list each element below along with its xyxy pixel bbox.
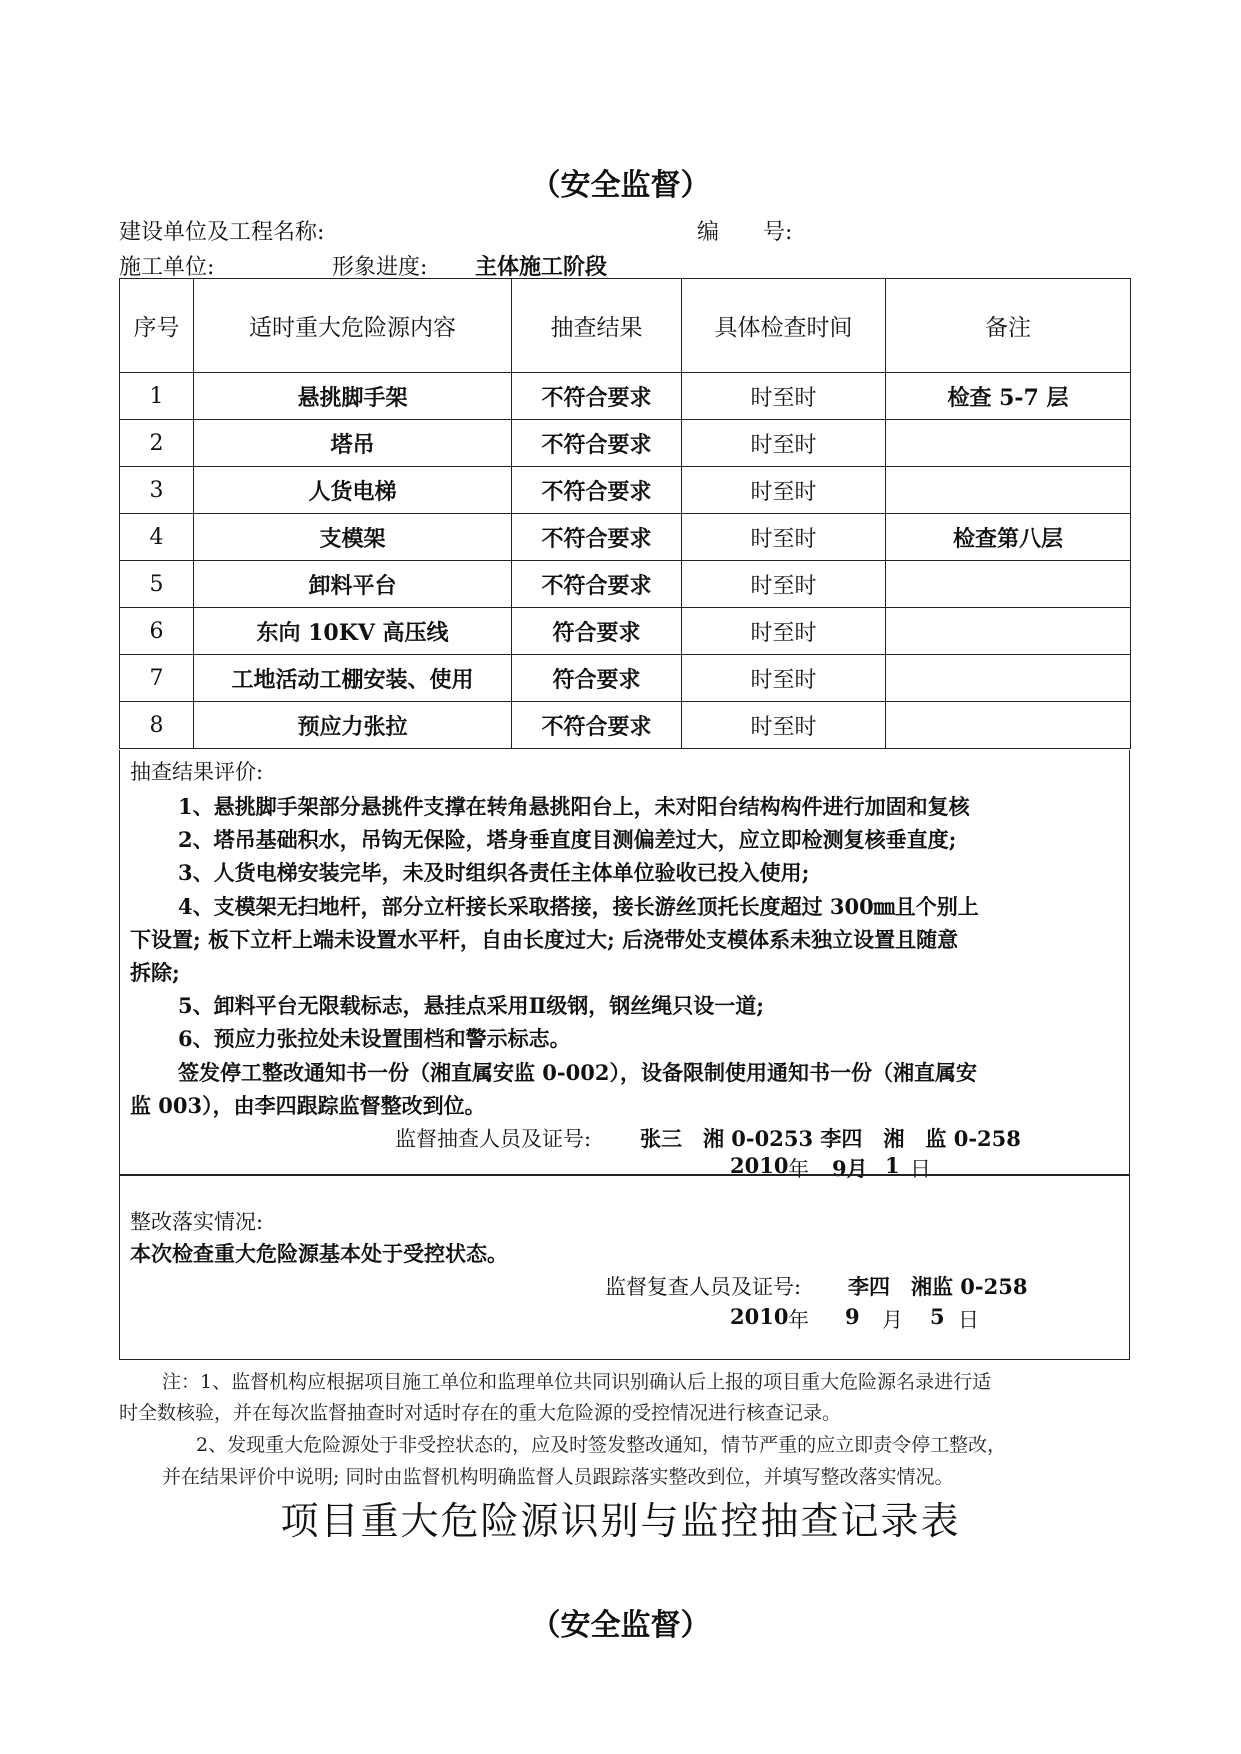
table-row bbox=[120, 467, 1131, 514]
row-remark bbox=[886, 655, 1131, 702]
table-header-row bbox=[120, 279, 1131, 373]
evaluation-panel bbox=[119, 750, 1130, 1181]
evaluation-label: 抽查结果评价: bbox=[130, 760, 264, 784]
eval-date-month: 9月 bbox=[832, 1156, 868, 1181]
hazard-table bbox=[119, 278, 1131, 749]
subtitle-top: （安全监督） bbox=[530, 168, 711, 203]
row-remark: 检查 5-7 层 bbox=[886, 373, 1131, 420]
evaluation-line: 4、支模架无扫地杆，部分立杆接长采取搭接，接长游丝顶托长度超过 300㎜且个别上 bbox=[178, 894, 979, 919]
rect-date-year: 2010 bbox=[730, 1304, 789, 1329]
row-item: 预应力张拉 bbox=[194, 702, 512, 749]
eval-date-day: 1 bbox=[885, 1153, 900, 1178]
row-no: 7 bbox=[120, 655, 194, 702]
row-time: 时至时 bbox=[682, 561, 886, 608]
rect-date-day-unit: 日 bbox=[958, 1308, 979, 1332]
rect-date-month: 9 bbox=[845, 1304, 860, 1329]
eval-date-day-unit: 日 bbox=[910, 1157, 931, 1181]
row-no: 5 bbox=[120, 561, 194, 608]
note-line: 并在结果评价中说明; 同时由监督机构明确监督人员跟踪落实整改到位，并填写整改落实情况。 bbox=[162, 1466, 954, 1488]
row-time: 时至时 bbox=[682, 514, 886, 561]
rect-date-day: 5 bbox=[930, 1304, 945, 1329]
row-remark: 检查第八层 bbox=[886, 514, 1131, 561]
evaluation-line: 3、人货电梯安装完毕，未及时组织各责任主体单位验收已投入使用; bbox=[178, 860, 810, 885]
evaluation-line: 拆除; bbox=[130, 960, 180, 985]
form-title: 项目重大危险源识别与监控抽查记录表 bbox=[280, 1499, 961, 1543]
table-row bbox=[120, 608, 1131, 655]
rectification-text: 本次检查重大危险源基本处于受控状态。 bbox=[130, 1241, 508, 1266]
evaluation-line: 签发停工整改通知书一份（湘直属安监 0-002），设备限制使用通知书一份（湘直属安 bbox=[178, 1060, 977, 1085]
row-time: 时至时 bbox=[682, 702, 886, 749]
reviewer-label: 监督复查人员及证号: bbox=[605, 1275, 802, 1299]
inspector-label: 监督抽查人员及证号: bbox=[395, 1127, 592, 1151]
header-item: 适时重大危险源内容 bbox=[194, 279, 512, 373]
table-row bbox=[120, 514, 1131, 561]
row-no: 3 bbox=[120, 467, 194, 514]
evaluation-line: 2、塔吊基础积水，吊钩无保险，塔身垂直度目测偏差过大，应立即检测复核垂直度; bbox=[178, 827, 957, 852]
evaluation-line: 1、悬挑脚手架部分悬挑件支撑在转角悬挑阳台上，未对阳台结构构件进行加固和复核 bbox=[178, 794, 970, 819]
row-remark bbox=[886, 561, 1131, 608]
evaluation-line: 6、预应力张拉处未设置围档和警示标志。 bbox=[178, 1026, 571, 1051]
reviewer-value: 李四 湘监 0-258 bbox=[848, 1274, 1028, 1299]
table-row bbox=[120, 420, 1131, 467]
note-line: 注：1、监督机构应根据项目施工单位和监理单位共同识别确认后上报的项目重大危险源名录进行适 bbox=[162, 1371, 992, 1393]
row-remark bbox=[886, 608, 1131, 655]
table-row bbox=[120, 655, 1131, 702]
evaluation-line: 下设置; 板下立杆上端未设置水平杆，自由长度过大; 后浇带处支模体系未独立设置且随意 bbox=[130, 927, 959, 952]
row-time: 时至时 bbox=[682, 420, 886, 467]
progress-label: 形象进度: bbox=[332, 255, 428, 280]
row-no: 1 bbox=[120, 373, 194, 420]
header-remark: 备注 bbox=[886, 279, 1131, 373]
row-no: 4 bbox=[120, 514, 194, 561]
rect-date-month-unit: 月 bbox=[882, 1308, 903, 1332]
table-row bbox=[120, 373, 1131, 420]
row-result: 符合要求 bbox=[512, 608, 682, 655]
row-item: 支模架 bbox=[194, 514, 512, 561]
row-remark bbox=[886, 420, 1131, 467]
row-no: 6 bbox=[120, 608, 194, 655]
row-item: 工地活动工棚安装、使用 bbox=[194, 655, 512, 702]
rectification-panel bbox=[119, 1175, 1130, 1360]
table-row bbox=[120, 561, 1131, 608]
row-time: 时至时 bbox=[682, 373, 886, 420]
row-item: 卸料平台 bbox=[194, 561, 512, 608]
row-item: 人货电梯 bbox=[194, 467, 512, 514]
row-result: 不符合要求 bbox=[512, 514, 682, 561]
evaluation-line: 监 003），由李四跟踪监督整改到位。 bbox=[130, 1093, 486, 1118]
number-label: 编 号: bbox=[697, 220, 793, 245]
subtitle-bottom: （安全监督） bbox=[530, 1608, 711, 1643]
row-time: 时至时 bbox=[682, 655, 886, 702]
row-item: 悬挑脚手架 bbox=[194, 373, 512, 420]
header-result: 抽查结果 bbox=[512, 279, 682, 373]
row-result: 符合要求 bbox=[512, 655, 682, 702]
eval-date-year-unit: 年 bbox=[788, 1157, 809, 1181]
row-remark bbox=[886, 702, 1131, 749]
row-result: 不符合要求 bbox=[512, 420, 682, 467]
row-result: 不符合要求 bbox=[512, 373, 682, 420]
row-remark bbox=[886, 467, 1131, 514]
eval-date-year: 2010 bbox=[730, 1153, 789, 1178]
row-time: 时至时 bbox=[682, 467, 886, 514]
contractor-label: 施工单位: bbox=[119, 255, 215, 280]
note-line: 2、发现重大危险源处于非受控状态的，应及时签发整改通知，情节严重的应立即责令停工整改， bbox=[196, 1434, 1007, 1456]
row-result: 不符合要求 bbox=[512, 467, 682, 514]
row-result: 不符合要求 bbox=[512, 561, 682, 608]
row-result: 不符合要求 bbox=[512, 702, 682, 749]
rectification-label: 整改落实情况: bbox=[130, 1210, 264, 1234]
progress-value: 主体施工阶段 bbox=[475, 254, 608, 280]
table-row bbox=[120, 702, 1131, 749]
row-item: 塔吊 bbox=[194, 420, 512, 467]
inspector-value: 张三 湘 0-0253 李四 湘 监 0-258 bbox=[640, 1126, 1021, 1151]
row-no: 8 bbox=[120, 702, 194, 749]
row-time: 时至时 bbox=[682, 608, 886, 655]
project-label: 建设单位及工程名称: bbox=[119, 220, 325, 245]
note-line: 时全数核验，并在每次监督抽查时对适时存在的重大危险源的受控情况进行核查记录。 bbox=[119, 1402, 842, 1424]
evaluation-line: 5、卸料平台无限载标志，悬挂点采用Ⅱ级钢，钢丝绳只设一道; bbox=[178, 993, 765, 1018]
rect-date-year-unit: 年 bbox=[788, 1308, 809, 1332]
row-no: 2 bbox=[120, 420, 194, 467]
header-time: 具体检查时间 bbox=[682, 279, 886, 373]
header-no: 序号 bbox=[120, 279, 194, 373]
row-item: 东向 10KV 高压线 bbox=[194, 608, 512, 655]
